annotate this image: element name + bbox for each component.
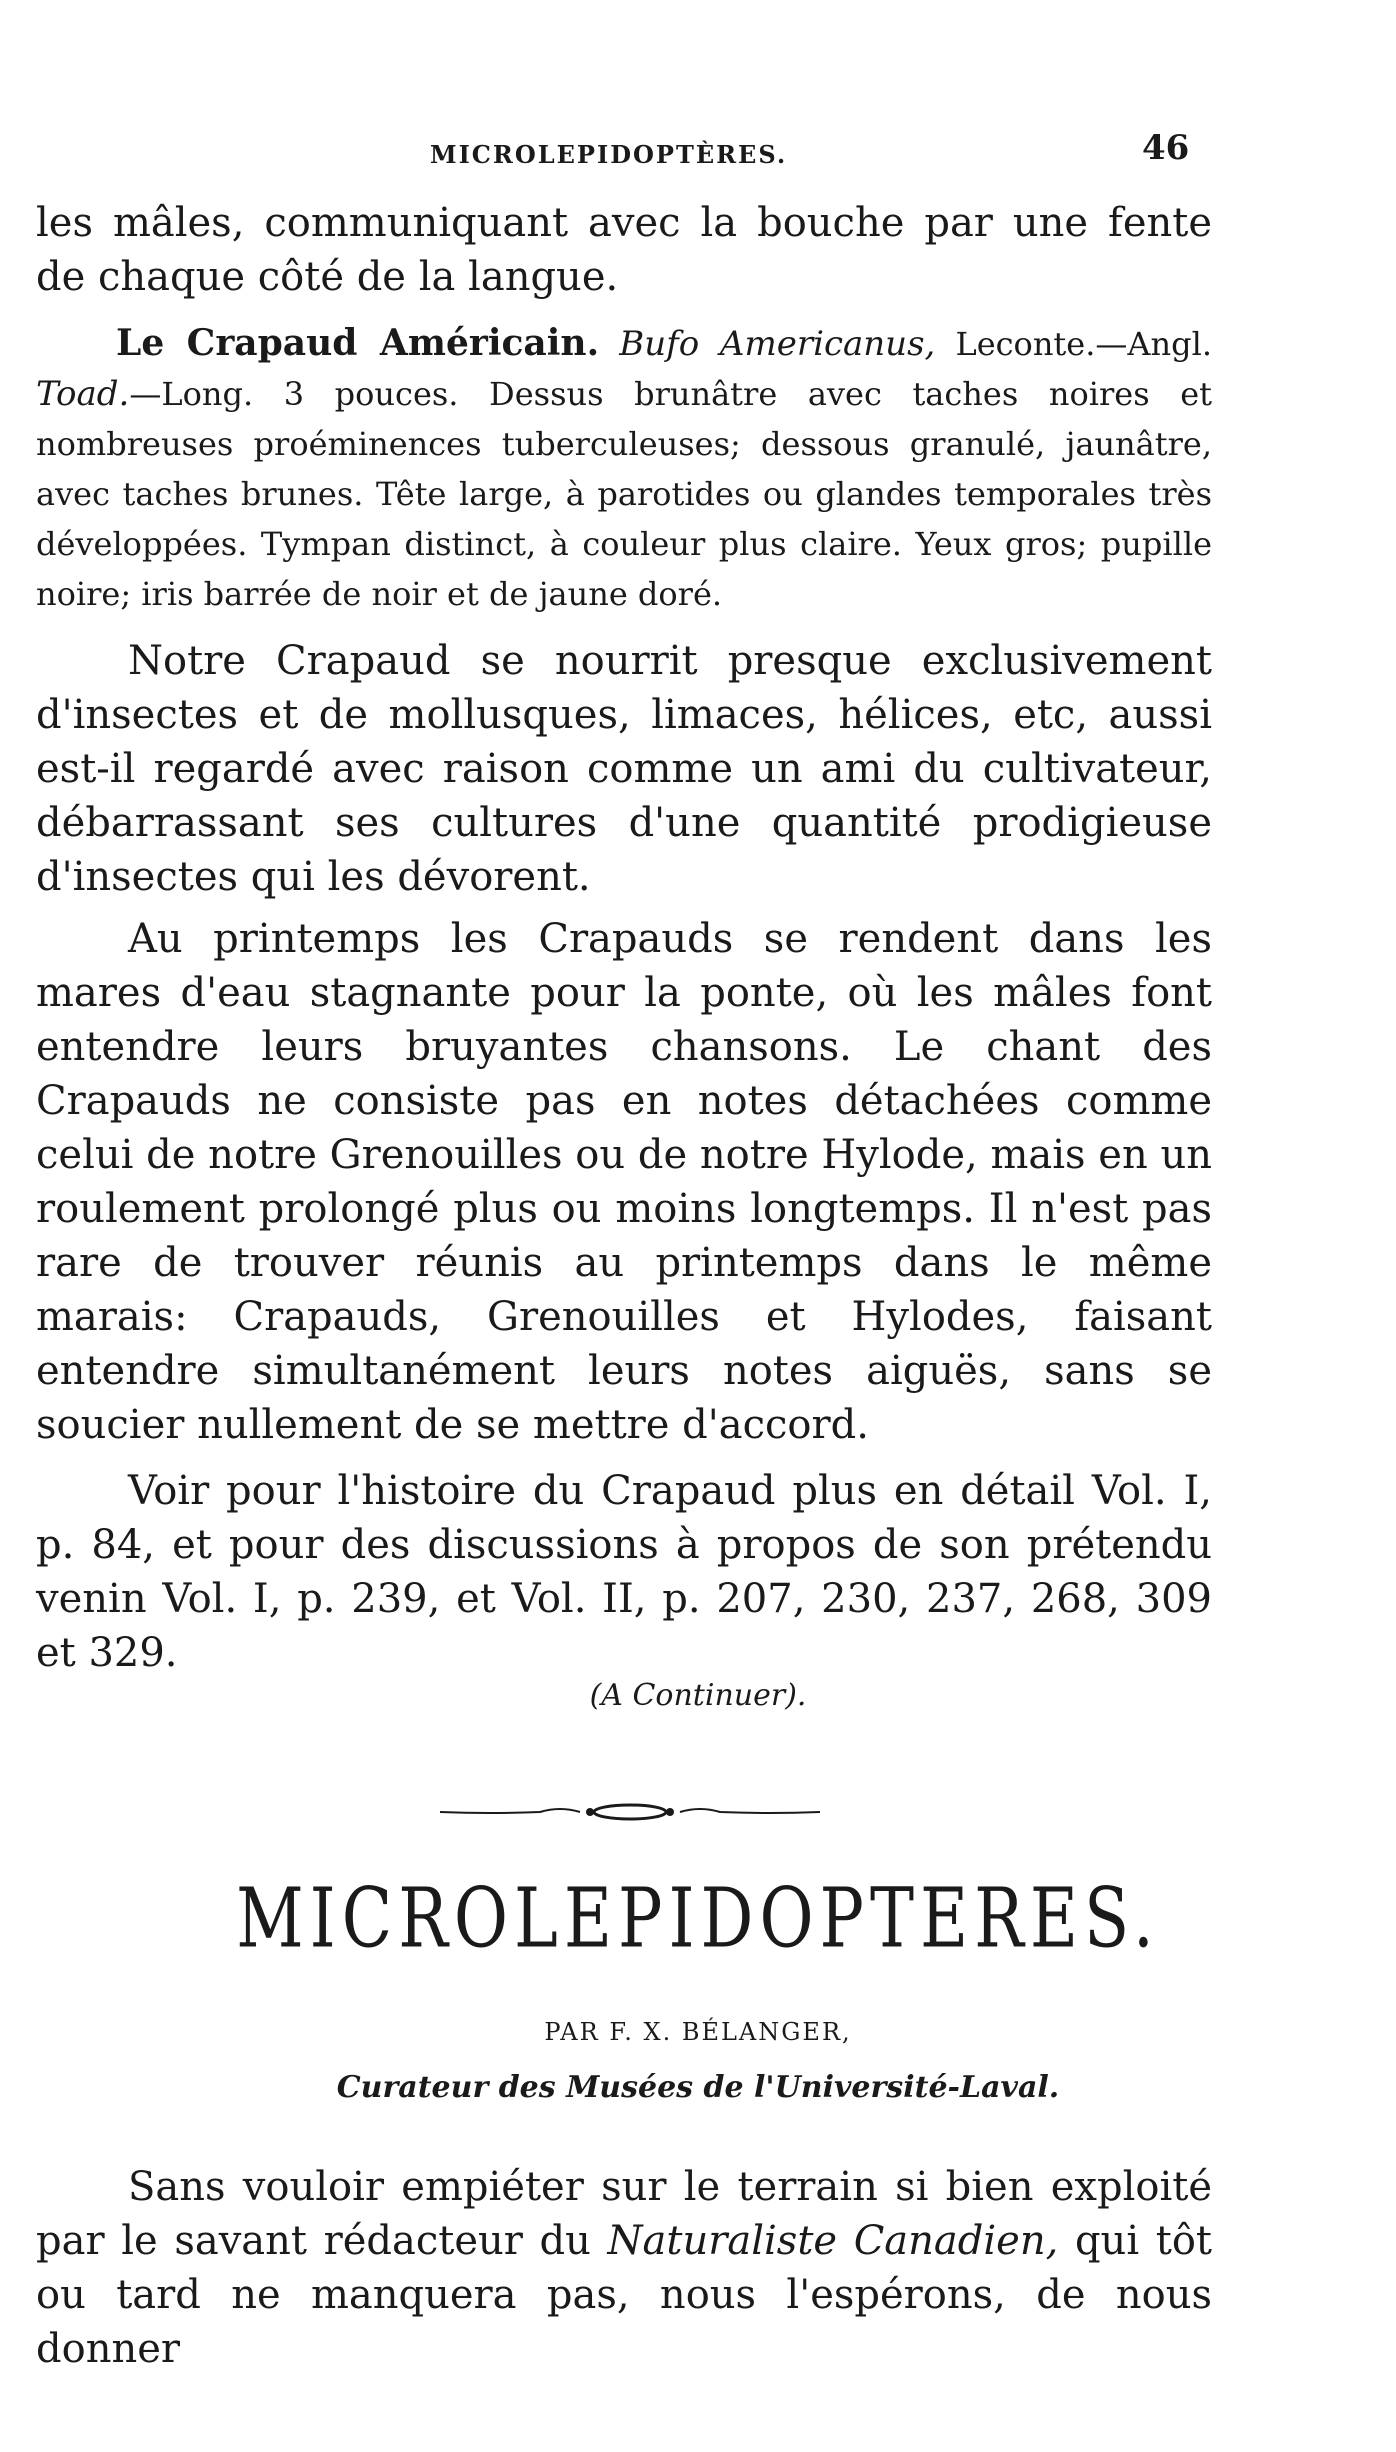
opening-text-before: Sans vouloir empiéter sur le terrain si bien exploité par le savant rédacteur du	[36, 2164, 1212, 2264]
species-description	[36, 318, 1212, 619]
running-header	[0, 128, 1396, 178]
paragraph-text: Au printemps les Crapauds se rendent dans les mares d'eau stagnante pour la ponte, où les mâles font entendre leurs bruyantes chansons. Le chant des Crapauds ne consiste pas en notes détachées comme celui de notre Grenouilles ou de notre Hylode, mais en un roulement prolongé plus ou moins longtemps. Il n'est pas rare de trouver réunis au printemps dans le même marais: Crapauds, Grenouilles et Hylodes, faisant entendre simultanément leurs notes aiguës, sans se soucier nullement de se mettre d'accord.	[36, 916, 1212, 1448]
species-common-name: Toad.	[36, 374, 130, 414]
paragraph-text: Voir pour l'histoire du Crapaud plus en détail Vol. I, p. 84, et pour des discussions à propos de son prétendu venin Vol. I, p. 239, et Vol. II, p. 207, 230, 237, 268, 309 et 329.	[36, 1468, 1212, 1676]
top-continuation-text: les mâles, communiquant avec la bouche par une fente de chaque côté de la langue.	[36, 200, 1212, 300]
body-paragraph-3	[36, 1464, 1212, 1680]
opening-text-after: qui tôt ou tard ne manquera pas, nous l'espérons, de nous donner	[36, 2218, 1212, 2372]
author-affiliation: Curateur des Musées de l'Université-Laval.	[336, 2070, 1060, 2105]
species-author: Leconte.—Angl.	[935, 325, 1213, 363]
top-continuation-block	[36, 196, 1212, 304]
species-entry	[36, 318, 1212, 619]
running-title: MICROLEPIDOPTÈRES.	[430, 140, 788, 169]
paragraph-text: Notre Crapaud se nourrit presque exclusivement d'insectes et de mollusques, limaces, hélices, etc, aussi est-il regardé avec raison comme un ami du cultivateur, débarrassant ses cultures d'une quantité prodigieuse d'insectes qui les dévorent.	[36, 638, 1212, 900]
article-opening	[36, 2160, 1212, 2376]
species-latin-name: Bufo Americanus,	[619, 324, 936, 364]
article-byline: PAR F. X. BÉLANGER,	[544, 2018, 852, 2046]
species-name: Le Crapaud Américain.	[116, 322, 600, 364]
species-description-text: —Long. 3 pouces. Dessus brunâtre avec taches noires et nombreuses proéminences tuberculeuses; dessous granulé, jaunâtre, avec taches brunes. Tête large, à parotides ou glandes temporales très développées. Tympan distinct, à couleur plus claire. Yeux gros; pupille noire; iris barrée de noir et de jaune doré.	[36, 375, 1212, 613]
page-number: 46	[1142, 128, 1190, 168]
body-paragraph-2	[36, 912, 1212, 1452]
to-continue-note: (A Continuer).	[589, 1678, 807, 1713]
body-paragraph-1	[36, 634, 1212, 904]
article-opening-text	[36, 2160, 1212, 2376]
journal-name: Naturaliste Canadien,	[607, 2218, 1059, 2264]
ornament-divider	[430, 1800, 830, 1824]
article-title: MICROLEPIDOPTERES.	[236, 1870, 1160, 1967]
